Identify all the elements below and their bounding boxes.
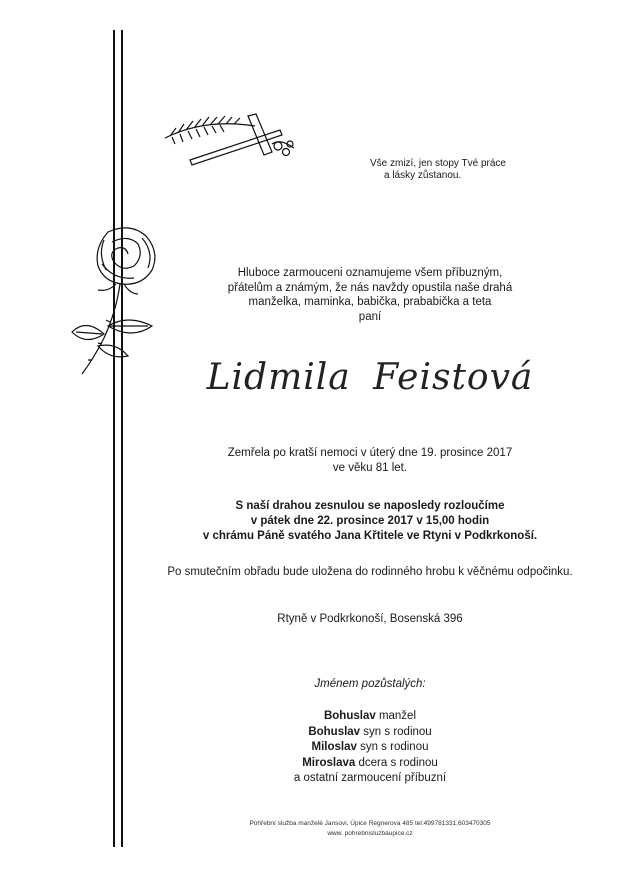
survivor-name: Miroslava xyxy=(302,756,356,769)
survivor-relation: dcera s rodinou xyxy=(358,756,438,769)
survivors-list xyxy=(140,709,600,787)
family-address: Rtyně v Podkrkonoší, Bosenská 396 xyxy=(277,613,463,625)
survivor-row xyxy=(140,725,600,741)
on-behalf-heading: Jménem pozůstalých: xyxy=(314,678,426,690)
quote-line-1: Vše zmizí, jen stopy Tvé práce xyxy=(370,158,506,169)
survivor-name: Miloslav xyxy=(311,741,357,753)
footer-contact: Pohřební služba manželé Jansovi, Úpice Regnerova 485 tel:499781331,603470305 xyxy=(249,820,491,827)
burial-notice: Po smutečním obřadu bude uložena do rodinného hrobu k věčnému odpočinku. xyxy=(167,566,573,578)
footer-website: www. pohrebnisluzbaupice.cz xyxy=(327,830,413,837)
deceased-name: Lidmila Feistová xyxy=(206,357,534,398)
survivor-row xyxy=(140,709,600,725)
cross-with-palm-icon xyxy=(160,108,305,170)
survivor-relation: syn s rodinou xyxy=(363,725,432,738)
survivor-row xyxy=(140,771,600,787)
farewell-line: v chrámu Páně svatého Jana Křtitele ve Rtyni v Podkrkonoší. xyxy=(202,530,538,542)
survivor-name: Bohuslav xyxy=(308,725,361,738)
survivor-row xyxy=(140,740,600,756)
funeral-service-footer xyxy=(140,819,600,839)
announcement-line: manželka, maminka, babička, prababička a teta xyxy=(248,296,492,308)
survivor-relation: a ostatní zarmoucení příbuzní xyxy=(293,772,447,784)
border-line-right xyxy=(121,30,123,847)
farewell-line: S naší drahou zesnulou se naposledy rozloučíme xyxy=(235,500,505,512)
survivor-name: Bohuslav xyxy=(323,710,376,722)
survivor-relation: syn s rodinou xyxy=(360,741,429,753)
announcement-line: přátelům a známým, že nás navždy opustila naše drahá xyxy=(227,281,513,294)
border-line-left xyxy=(113,30,115,847)
survivor-row xyxy=(140,756,600,772)
farewell-details xyxy=(140,499,600,544)
announcement-line: Hluboce zarmouceni oznamujeme všem příbuzným, xyxy=(237,267,503,279)
quote-line-2: a lásky zůstanou. xyxy=(384,170,462,181)
memorial-quote xyxy=(370,158,520,182)
death-notice xyxy=(140,446,600,475)
survivor-relation: manžel xyxy=(378,710,417,722)
announcement-text xyxy=(140,266,600,324)
death-notice-line: ve věku 81 let. xyxy=(332,461,408,474)
death-notice-line: Zemřela po kratší nemoci v úterý dne 19. prosince 2017 xyxy=(227,447,513,459)
announcement-line: paní xyxy=(358,310,382,323)
farewell-line: v pátek dne 22. prosince 2017 v 15,00 hodin xyxy=(250,515,490,527)
